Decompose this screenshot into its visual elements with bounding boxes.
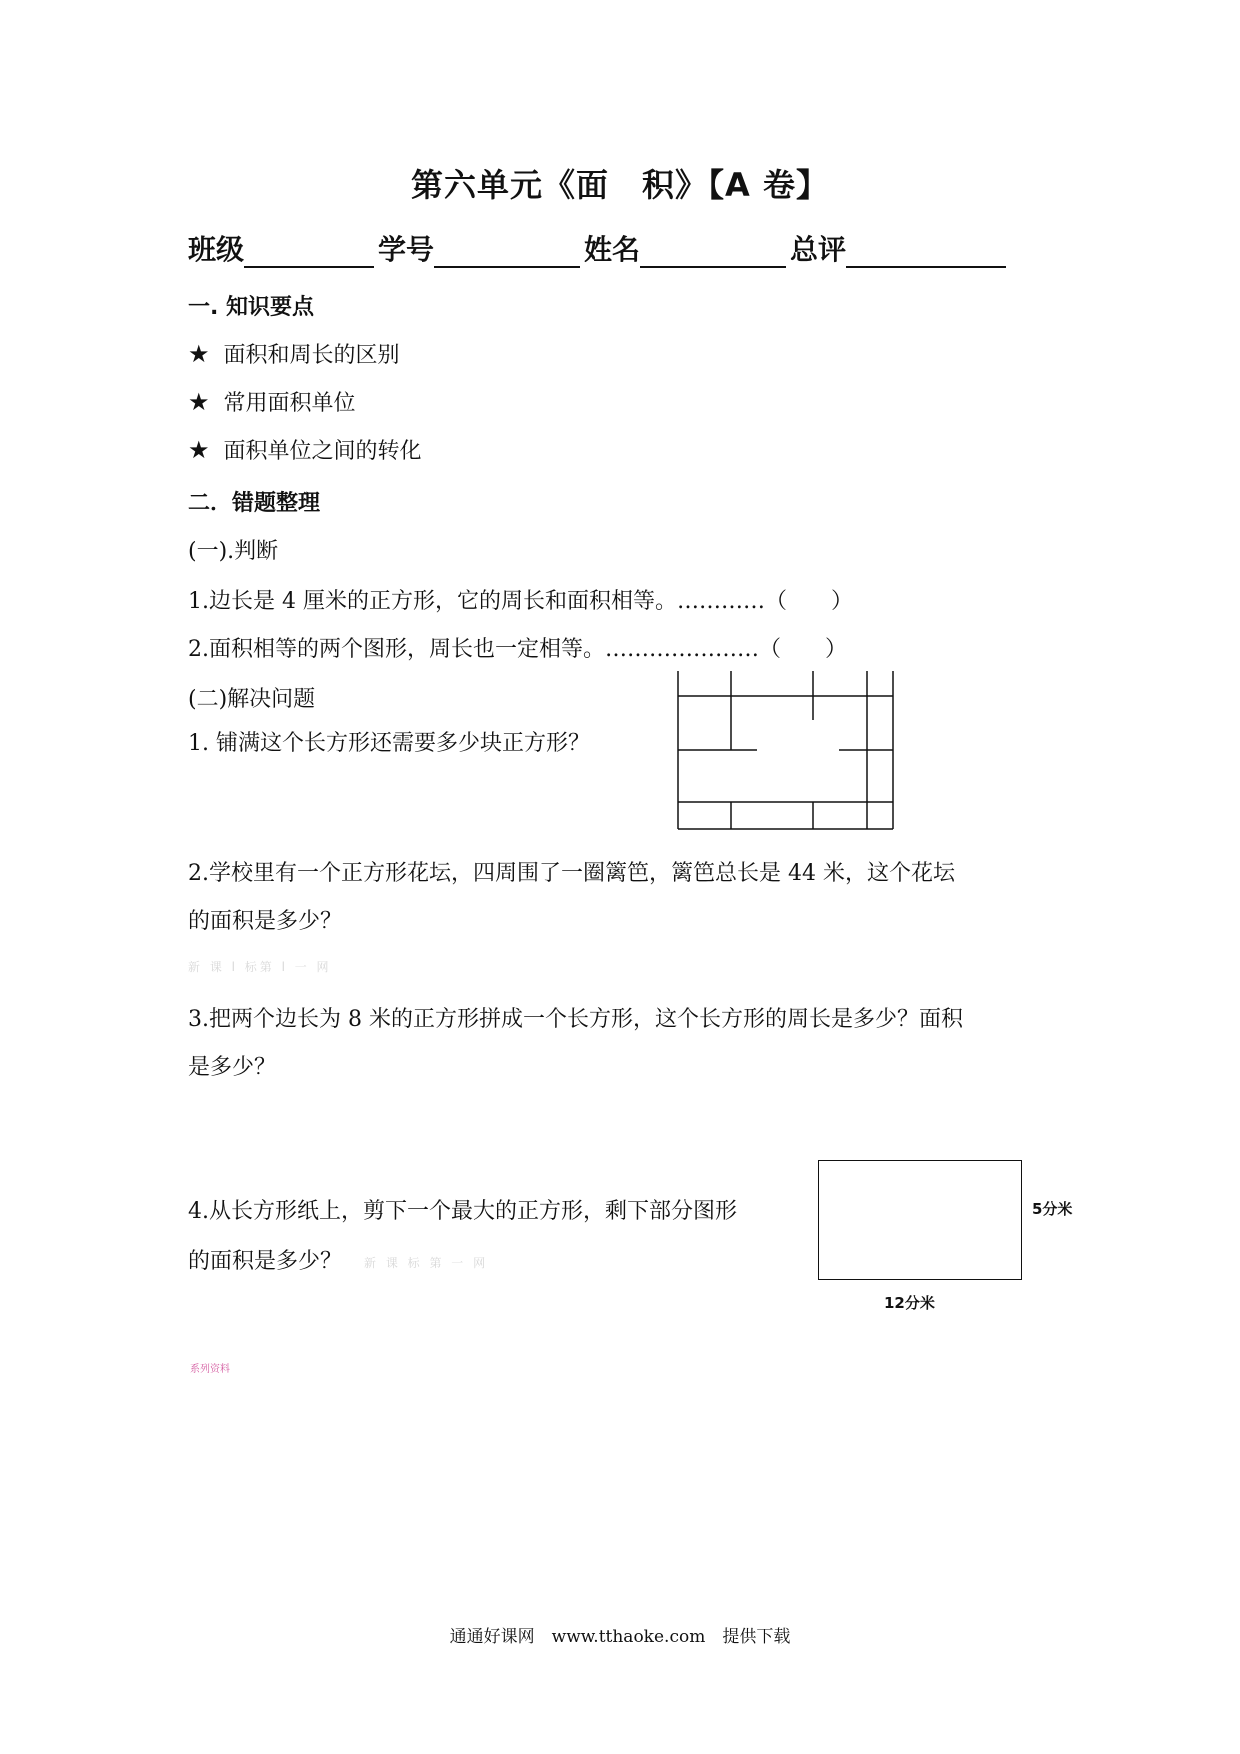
knowledge-point: ★ 面积单位之间的转化 xyxy=(188,436,422,464)
problem-4-line-1: 4.从长方形纸上，剪下一个最大的正方形，剩下部分图形 xyxy=(188,1199,737,1224)
name-label: 姓名 xyxy=(584,233,641,266)
problem-2-line-1: 2.学校里有一个正方形花坛，四周围了一圈篱笆，篱笆总长是 44 米，这个花坛 xyxy=(188,861,955,886)
star-icon: ★ xyxy=(188,340,210,368)
problem-1-text: 1. 铺满这个长方形还需要多少块正方形？ xyxy=(188,731,590,756)
rectangle-width-label: 12分米 xyxy=(884,1294,935,1312)
judgement-question-1: 1.边长是 4 厘米的正方形，它的周长和面积相等。…………（ ） xyxy=(188,589,853,614)
problem-2-line-2: 的面积是多少？ xyxy=(188,909,343,934)
tiling-rectangle-figure xyxy=(675,668,905,838)
name-blank[interactable] xyxy=(640,236,786,268)
watermark-text: 新 课 标 第 一 网 xyxy=(364,1256,489,1270)
star-icon: ★ xyxy=(188,388,210,416)
problems-heading: (二)解决问题 xyxy=(188,687,316,712)
student-info-row xyxy=(188,228,1010,268)
problem-3-line-2: 是多少？ xyxy=(188,1055,277,1080)
section-errors-heading: 二．错题整理 xyxy=(188,491,321,516)
number-blank[interactable] xyxy=(434,236,580,268)
problem-4-line-2: 的面积是多少？ xyxy=(188,1249,343,1274)
judgement-question-2: 2.面积相等的两个图形，周长也一定相等。…………………（ ） xyxy=(188,637,847,662)
score-label: 总评 xyxy=(790,233,847,266)
watermark-series-text: 系列资料 xyxy=(190,1364,230,1375)
class-blank[interactable] xyxy=(244,236,374,268)
number-label: 学号 xyxy=(378,233,435,266)
score-blank[interactable] xyxy=(846,236,1006,268)
paper-rectangle-figure xyxy=(818,1160,1022,1280)
page-title: 第六单元《面 积》【A 卷】 xyxy=(411,166,829,204)
rectangle-height-label: 5分米 xyxy=(1032,1200,1073,1218)
problem-3-line-1: 3.把两个边长为 8 米的正方形拼成一个长方形，这个长方形的周长是多少？面积 xyxy=(188,1007,963,1032)
class-label: 班级 xyxy=(188,233,245,266)
knowledge-point: ★ 面积和周长的区别 xyxy=(188,340,400,368)
judgement-heading: (一).判断 xyxy=(188,539,279,564)
star-icon: ★ xyxy=(188,436,210,464)
page-footer: 通通好课网 www.tthaoke.com 提供下载 xyxy=(449,1627,791,1647)
watermark-text: 新 课 l 标第 l 一 网 xyxy=(188,960,332,974)
knowledge-point: ★ 常用面积单位 xyxy=(188,388,356,416)
section-knowledge-heading: 一. 知识要点 xyxy=(188,295,315,320)
